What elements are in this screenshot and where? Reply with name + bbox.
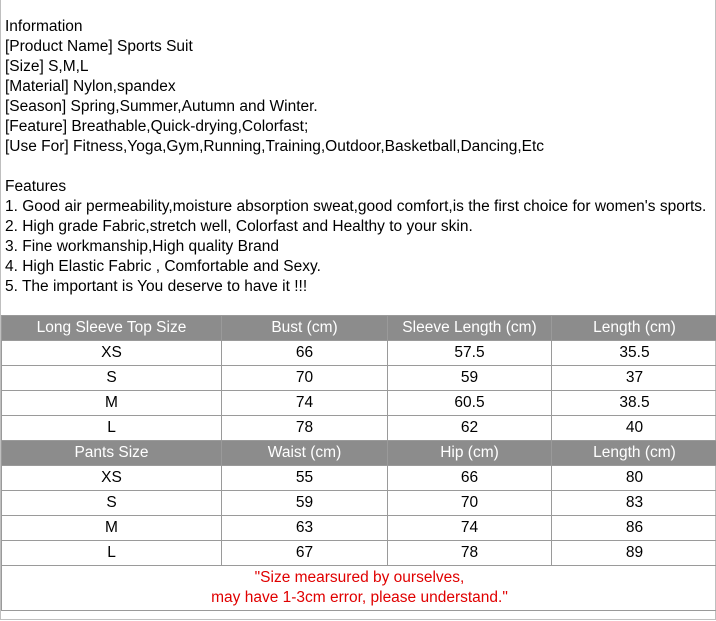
table-cell: 70 xyxy=(222,366,388,391)
table-cell: XS xyxy=(2,341,222,366)
table-cell: 62 xyxy=(388,416,552,441)
info-line: [Use For] Fitness,Yoga,Gym,Running,Training,Outdoor,Basketball,Dancing,Etc xyxy=(5,138,545,155)
info-line: [Feature] Breathable,Quick-drying,Colorfast; xyxy=(5,118,309,135)
info-line: [Material] Nylon,spandex xyxy=(5,78,176,95)
note-line: may have 1-3cm error, please understand." xyxy=(211,589,508,606)
features-heading: Features xyxy=(5,178,67,195)
table-cell: 66 xyxy=(388,466,552,491)
table-cell: L xyxy=(2,541,222,566)
table-cell: 89 xyxy=(552,541,716,566)
table-cell: 63 xyxy=(222,516,388,541)
table-cell: 74 xyxy=(222,391,388,416)
table-row xyxy=(2,366,716,391)
table-row xyxy=(2,541,716,566)
table-cell: S xyxy=(2,366,222,391)
table-cell: 59 xyxy=(388,366,552,391)
table-header-cell: Length (cm) xyxy=(552,316,716,341)
size-note xyxy=(2,566,716,611)
table-row xyxy=(2,516,716,541)
table-header-cell: Long Sleeve Top Size xyxy=(2,316,222,341)
table-cell: 80 xyxy=(552,466,716,491)
feature-line: 5. The important is You deserve to have it !!! xyxy=(5,278,308,295)
table-cell: L xyxy=(2,416,222,441)
feature-line: 4. High Elastic Fabric , Comfortable and Sexy. xyxy=(5,258,321,275)
note-row xyxy=(2,566,716,611)
note-line: "Size mearsured by ourselves, xyxy=(254,569,465,586)
table-cell: 55 xyxy=(222,466,388,491)
description-block xyxy=(5,17,713,297)
pants-size-header-row xyxy=(2,441,716,466)
table-cell: 86 xyxy=(552,516,716,541)
feature-line: 3. Fine workmanship,High quality Brand xyxy=(5,238,279,255)
table-row xyxy=(2,416,716,441)
table-header-cell: Waist (cm) xyxy=(222,441,388,466)
table-cell: M xyxy=(2,391,222,416)
feature-line: 2. High grade Fabric,stretch well, Colorfast and Healthy to your skin. xyxy=(5,218,473,235)
table-cell: 70 xyxy=(388,491,552,516)
table-header-cell: Hip (cm) xyxy=(388,441,552,466)
table-cell: 67 xyxy=(222,541,388,566)
table-cell: 74 xyxy=(388,516,552,541)
table-cell: 40 xyxy=(552,416,716,441)
spacer xyxy=(5,157,713,177)
table-header-cell: Bust (cm) xyxy=(222,316,388,341)
table-cell: M xyxy=(2,516,222,541)
table-cell: S xyxy=(2,491,222,516)
table-cell: 66 xyxy=(222,341,388,366)
table-row xyxy=(2,466,716,491)
table-row xyxy=(2,491,716,516)
table-cell: 78 xyxy=(222,416,388,441)
table-cell: 35.5 xyxy=(552,341,716,366)
table-cell: 37 xyxy=(552,366,716,391)
table-cell: 60.5 xyxy=(388,391,552,416)
top-size-header-row xyxy=(2,316,716,341)
table-header-cell: Pants Size xyxy=(2,441,222,466)
table-cell: 83 xyxy=(552,491,716,516)
table-cell: 38.5 xyxy=(552,391,716,416)
info-line: [Product Name] Sports Suit xyxy=(5,38,193,55)
info-line: [Size] S,M,L xyxy=(5,58,89,75)
table-row xyxy=(2,341,716,366)
size-chart-table xyxy=(1,315,716,611)
table-cell: XS xyxy=(2,466,222,491)
table-header-cell: Sleeve Length (cm) xyxy=(388,316,552,341)
table-row xyxy=(2,391,716,416)
info-line: [Season] Spring,Summer,Autumn and Winter. xyxy=(5,98,318,115)
feature-line: 1. Good air permeability,moisture absorption sweat,good comfort,is the first choice for women's sports. xyxy=(5,198,707,215)
table-header-cell: Length (cm) xyxy=(552,441,716,466)
table-cell: 57.5 xyxy=(388,341,552,366)
information-heading: Information xyxy=(5,18,83,35)
table-cell: 59 xyxy=(222,491,388,516)
table-cell: 78 xyxy=(388,541,552,566)
